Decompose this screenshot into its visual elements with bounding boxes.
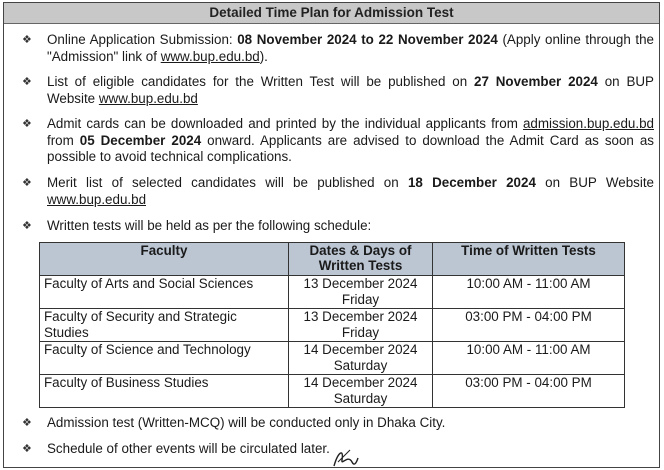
table-row <box>40 276 625 309</box>
bullet-text: Online Application Submission: <box>47 32 238 47</box>
day-text: Saturday <box>333 357 388 373</box>
bullet-text: ). <box>259 48 268 64</box>
faculty-cell: Faculty of Science and Technology <box>40 342 289 375</box>
diamond-bullet-icon: ❖ <box>22 177 32 189</box>
faculty-cell: Faculty of Business Studies <box>40 375 289 408</box>
bullet-written-schedule <box>22 218 654 235</box>
page-title: Detailed Time Plan for Admission Test <box>4 3 659 24</box>
diamond-bullet-icon: ❖ <box>22 443 32 455</box>
table-row <box>40 309 625 342</box>
diamond-bullet-icon: ❖ <box>22 34 32 46</box>
faculty-cell: Faculty of Arts and Social Sciences <box>40 276 289 309</box>
bullet-merit-list <box>22 175 654 208</box>
header-dates: Dates & Days of Written Tests <box>289 243 433 276</box>
bullet-date: 18 December 2024 <box>407 175 536 190</box>
date-cell <box>289 309 433 342</box>
signature-mark <box>330 446 360 470</box>
date-text: 14 December 2024 <box>303 342 418 357</box>
schedule-table <box>39 242 625 408</box>
bullet-eligible-list <box>22 74 654 107</box>
day-text: Friday <box>341 324 380 340</box>
diamond-bullet-icon: ❖ <box>22 76 32 88</box>
bullet-date: 27 November 2024 <box>474 74 598 89</box>
time-cell: 03:00 PM - 04:00 PM <box>433 375 625 408</box>
bullet-admit-cards <box>22 116 654 166</box>
diamond-bullet-icon: ❖ <box>22 417 32 429</box>
date-text: 13 December 2024 <box>303 276 418 291</box>
date-text: 13 December 2024 <box>303 309 418 324</box>
bullet-text: Schedule of other events will be circulated later. <box>47 441 330 456</box>
website-link[interactable]: www.bup.edu.bd <box>160 48 260 64</box>
day-text: Saturday <box>333 390 388 406</box>
date-cell <box>289 342 433 375</box>
time-cell: 03:00 PM - 04:00 PM <box>433 309 625 342</box>
header-time: Time of Written Tests <box>433 243 625 276</box>
bullet-text: Written tests will be held as per the following schedule: <box>47 218 372 233</box>
bullet-text: Admission test (Written-MCQ) will be conducted only in Dhaka City. <box>47 415 446 430</box>
bullet-text: onward. Applicants are advised to download the Admit Card as soon as possible to avoid technical complications. <box>47 132 654 164</box>
header-faculty: Faculty <box>40 243 289 276</box>
table-row <box>40 342 625 375</box>
website-link[interactable]: www.bup.edu.bd <box>98 90 198 106</box>
diamond-bullet-icon: ❖ <box>22 220 32 232</box>
date-cell <box>289 375 433 408</box>
bullet-application-submission <box>22 32 654 65</box>
table-row <box>40 375 625 408</box>
bullet-text: from <box>47 132 80 148</box>
date-text: 14 December 2024 <box>303 375 418 390</box>
bullet-dhaka-city <box>22 415 654 432</box>
website-link[interactable]: www.bup.edu.bd <box>47 191 147 207</box>
table-header-row <box>40 243 625 276</box>
bullet-date: 05 December 2024 <box>79 132 202 148</box>
faculty-cell: Faculty of Security and Strategic Studies <box>40 309 289 342</box>
day-text: Friday <box>341 291 380 307</box>
bullet-text: Admit cards can be downloaded and printed by the individual applicants from <box>47 116 523 131</box>
time-cell: 10:00 AM - 11:00 AM <box>433 276 625 309</box>
time-cell: 10:00 AM - 11:00 AM <box>433 342 625 375</box>
bullet-text: Merit list of selected candidates will be published on <box>47 175 408 190</box>
diamond-bullet-icon: ❖ <box>22 118 32 130</box>
bullet-text: on BUP Website <box>47 74 654 106</box>
bullet-text: on BUP Website <box>535 175 654 190</box>
bullet-date: 08 November 2024 to 22 November 2024 <box>237 32 498 47</box>
admission-link[interactable]: admission.bup.edu.bd <box>522 116 654 131</box>
bullet-text: List of eligible candidates for the Written Test will be published on <box>47 74 475 89</box>
bullet-text: (Apply online through the "Admission" link of <box>47 32 655 64</box>
date-cell <box>289 276 433 309</box>
